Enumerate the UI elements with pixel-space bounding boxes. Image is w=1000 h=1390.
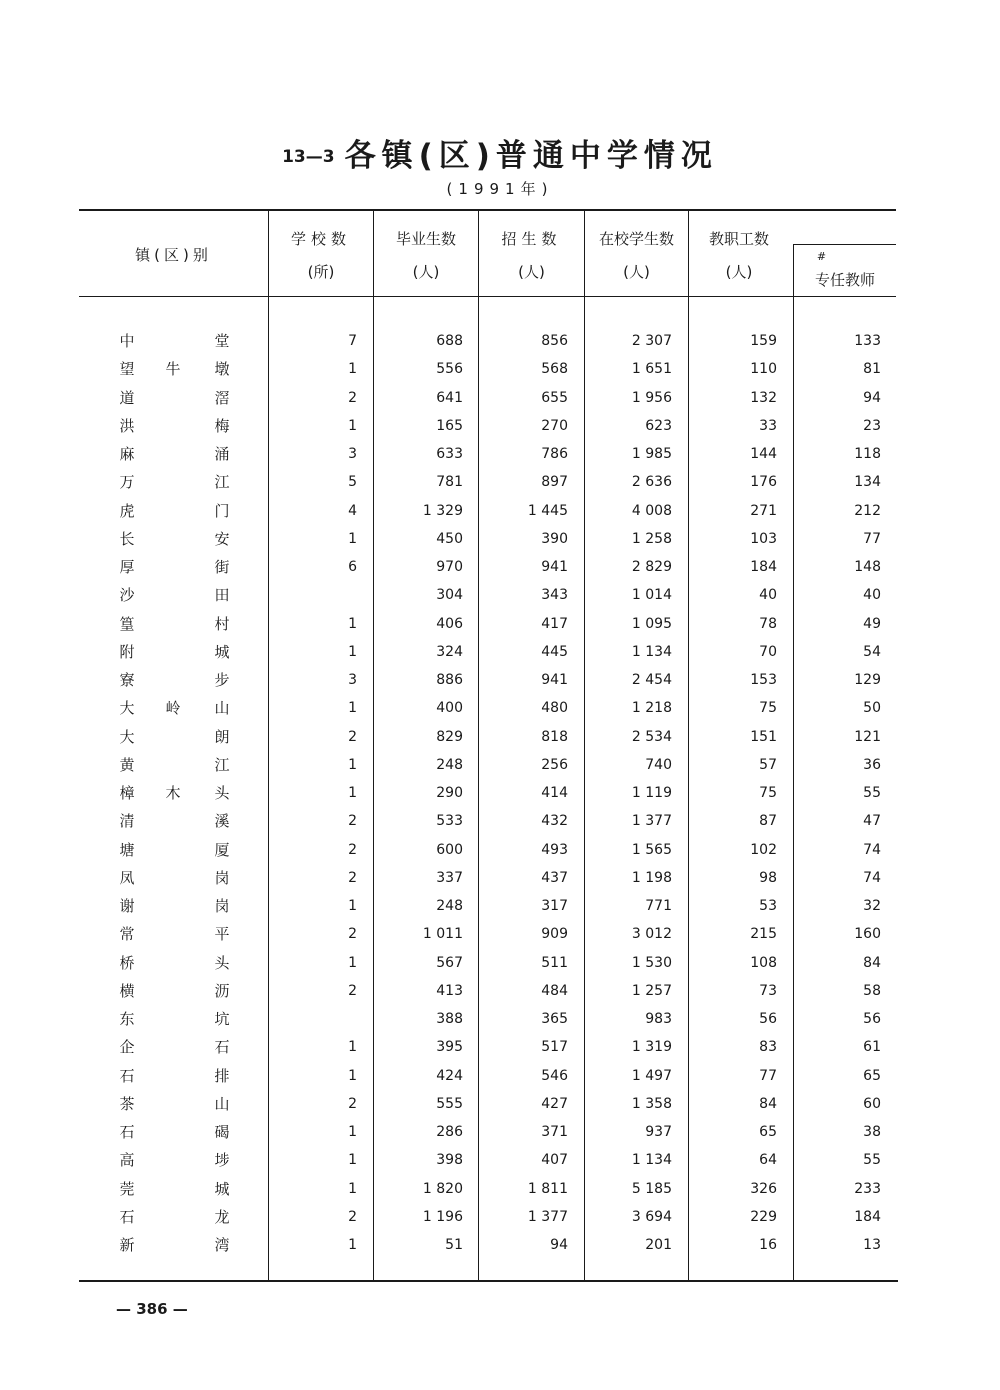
cell-staff: 70 xyxy=(759,644,777,660)
cell-schools: 2 xyxy=(348,729,357,745)
row-region-char: 山 xyxy=(214,1095,230,1113)
cell-students: 1 134 xyxy=(631,644,672,660)
cell-schools: 1 xyxy=(348,616,357,632)
cell-teachers: 121 xyxy=(854,729,881,745)
row-region-char: 茶 xyxy=(119,1095,135,1113)
cell-schools xyxy=(277,585,357,605)
cell-students: 1 014 xyxy=(631,587,672,603)
cell-teachers: 118 xyxy=(854,446,881,462)
cell-enrolled: 941 xyxy=(541,672,568,688)
row-region-char: 梅 xyxy=(214,417,230,435)
cell-schools: 2 xyxy=(348,390,357,406)
cell-students: 1 956 xyxy=(631,390,672,406)
cell-teachers: 40 xyxy=(863,587,881,603)
row-region-char: 虎 xyxy=(119,502,135,520)
cell-staff: 98 xyxy=(759,870,777,886)
row-region-char: 厚 xyxy=(119,558,135,576)
cell-enrolled: 909 xyxy=(541,926,568,942)
cell-graduates: 641 xyxy=(436,390,463,406)
cell-schools: 1 xyxy=(348,898,357,914)
header-staff-unit: (人) xyxy=(725,263,753,281)
cell-schools: 1 xyxy=(348,418,357,434)
cell-graduates: 1 329 xyxy=(422,503,463,519)
row-region-char: 篁 xyxy=(119,615,135,633)
cell-schools: 1 xyxy=(348,1068,357,1084)
row-region-char: 城 xyxy=(214,1180,230,1198)
row-region-char: 岭 xyxy=(165,699,181,717)
cell-students: 1 530 xyxy=(631,955,672,971)
cell-students: 1 119 xyxy=(631,785,672,801)
cell-enrolled: 365 xyxy=(541,1011,568,1027)
cell-staff: 33 xyxy=(759,418,777,434)
row-region-char: 滘 xyxy=(214,389,230,407)
row-region-char: 清 xyxy=(119,812,135,830)
row-region-char: 樟 xyxy=(119,784,135,802)
cell-graduates: 406 xyxy=(436,616,463,632)
row-region-char: 门 xyxy=(214,502,230,520)
row-region-char: 江 xyxy=(214,473,230,491)
row-region-char: 企 xyxy=(119,1038,135,1056)
cell-graduates: 388 xyxy=(436,1011,463,1027)
cell-students: 4 008 xyxy=(631,503,672,519)
header-enrolled-unit: (人) xyxy=(518,263,545,281)
cell-staff: 77 xyxy=(759,1068,777,1084)
cell-students: 937 xyxy=(645,1124,672,1140)
cell-teachers: 160 xyxy=(854,926,881,942)
cell-teachers: 84 xyxy=(863,955,881,971)
cell-schools: 1 xyxy=(348,700,357,716)
cell-enrolled: 343 xyxy=(541,587,568,603)
cell-graduates: 304 xyxy=(436,587,463,603)
row-region-char: 谢 xyxy=(119,897,135,915)
cell-enrolled: 371 xyxy=(541,1124,568,1140)
row-region-char: 碣 xyxy=(214,1123,230,1141)
cell-teachers: 50 xyxy=(863,700,881,716)
cell-schools: 1 xyxy=(348,1152,357,1168)
cell-staff: 57 xyxy=(759,757,777,773)
cell-schools: 1 xyxy=(348,361,357,377)
row-region-char: 牛 xyxy=(165,360,181,378)
row-region-char: 村 xyxy=(214,615,230,633)
cell-students: 2 454 xyxy=(631,672,672,688)
row-region-char: 沥 xyxy=(214,982,230,1000)
cell-schools xyxy=(277,1009,357,1029)
cell-graduates: 555 xyxy=(436,1096,463,1112)
cell-staff: 176 xyxy=(750,474,777,490)
cell-enrolled: 432 xyxy=(541,813,568,829)
header-schools: 学校数 xyxy=(290,230,351,248)
row-region-char: 墩 xyxy=(214,360,230,378)
row-region-char: 湾 xyxy=(214,1236,230,1254)
table-bottom-rule xyxy=(79,1280,898,1282)
cell-students: 740 xyxy=(645,757,672,773)
cell-teachers: 74 xyxy=(863,870,881,886)
cell-enrolled: 417 xyxy=(541,616,568,632)
cell-enrolled: 390 xyxy=(541,531,568,547)
row-region-char: 平 xyxy=(214,925,230,943)
row-region-char: 莞 xyxy=(119,1180,135,1198)
cell-staff: 78 xyxy=(759,616,777,632)
cell-staff: 75 xyxy=(759,785,777,801)
row-region-char: 岗 xyxy=(214,897,230,915)
row-region-char: 涌 xyxy=(214,445,230,463)
row-region-char: 麻 xyxy=(119,445,135,463)
cell-staff: 65 xyxy=(759,1124,777,1140)
row-region-char: 石 xyxy=(119,1067,135,1085)
row-region-char: 堂 xyxy=(214,332,230,350)
cell-schools: 1 xyxy=(348,1181,357,1197)
row-region-char: 常 xyxy=(119,925,135,943)
cell-schools: 2 xyxy=(348,926,357,942)
row-region-char: 木 xyxy=(165,784,181,802)
row-region-char: 道 xyxy=(119,389,135,407)
row-region-char: 厦 xyxy=(214,841,230,859)
column-divider xyxy=(478,211,479,1280)
cell-schools: 6 xyxy=(348,559,357,575)
cell-teachers: 77 xyxy=(863,531,881,547)
cell-graduates: 337 xyxy=(436,870,463,886)
table-year: (1991年) xyxy=(446,180,554,198)
header-teachers-mark: # xyxy=(816,250,827,263)
cell-teachers: 74 xyxy=(863,842,881,858)
table-number: 13—3 xyxy=(282,147,335,167)
cell-teachers: 58 xyxy=(863,983,881,999)
cell-enrolled: 941 xyxy=(541,559,568,575)
row-region-char: 附 xyxy=(119,643,135,661)
cell-staff: 73 xyxy=(759,983,777,999)
cell-students: 5 185 xyxy=(631,1181,672,1197)
cell-schools: 4 xyxy=(348,503,357,519)
header-region: 镇(区)别 xyxy=(135,246,212,264)
cell-schools: 2 xyxy=(348,813,357,829)
cell-teachers: 55 xyxy=(863,785,881,801)
column-divider xyxy=(584,211,585,1280)
column-divider xyxy=(688,211,689,1280)
row-region-char: 步 xyxy=(214,671,230,689)
cell-enrolled: 1 445 xyxy=(527,503,568,519)
cell-teachers: 49 xyxy=(863,616,881,632)
row-region-char: 山 xyxy=(214,699,230,717)
cell-staff: 83 xyxy=(759,1039,777,1055)
cell-staff: 229 xyxy=(750,1209,777,1225)
cell-schools: 3 xyxy=(348,446,357,462)
row-region-char: 田 xyxy=(214,586,230,604)
header-staff: 教职工数 xyxy=(708,230,769,248)
row-region-char: 头 xyxy=(214,954,230,972)
cell-teachers: 56 xyxy=(863,1011,881,1027)
cell-graduates: 248 xyxy=(436,757,463,773)
cell-staff: 159 xyxy=(750,333,777,349)
row-region-char: 中 xyxy=(119,332,135,350)
row-region-char: 桥 xyxy=(119,954,135,972)
cell-schools: 5 xyxy=(348,474,357,490)
cell-enrolled: 517 xyxy=(541,1039,568,1055)
cell-students: 1 565 xyxy=(631,842,672,858)
cell-graduates: 400 xyxy=(436,700,463,716)
cell-staff: 153 xyxy=(750,672,777,688)
row-region-char: 黄 xyxy=(119,756,135,774)
cell-teachers: 36 xyxy=(863,757,881,773)
cell-schools: 2 xyxy=(348,870,357,886)
cell-graduates: 556 xyxy=(436,361,463,377)
cell-students: 1 377 xyxy=(631,813,672,829)
cell-enrolled: 1 811 xyxy=(527,1181,568,1197)
header-teachers: 专任教师 xyxy=(814,271,875,289)
table-title-text: 各镇(区)普通中学情况 xyxy=(344,138,718,174)
row-region-char: 凤 xyxy=(119,869,135,887)
row-region-char: 排 xyxy=(214,1067,230,1085)
cell-enrolled: 427 xyxy=(541,1096,568,1112)
cell-graduates: 450 xyxy=(436,531,463,547)
header-students: 在校学生数 xyxy=(598,230,674,248)
cell-enrolled: 568 xyxy=(541,361,568,377)
row-region-char: 新 xyxy=(119,1236,135,1254)
cell-students: 1 258 xyxy=(631,531,672,547)
row-region-char: 大 xyxy=(119,699,135,717)
cell-staff: 184 xyxy=(750,559,777,575)
row-region-char: 溪 xyxy=(214,812,230,830)
cell-schools: 1 xyxy=(348,1237,357,1253)
cell-teachers: 60 xyxy=(863,1096,881,1112)
cell-graduates: 290 xyxy=(436,785,463,801)
cell-teachers: 233 xyxy=(854,1181,881,1197)
cell-teachers: 184 xyxy=(854,1209,881,1225)
row-region-char: 高 xyxy=(119,1151,135,1169)
row-region-char: 头 xyxy=(214,784,230,802)
cell-schools: 2 xyxy=(348,842,357,858)
cell-graduates: 413 xyxy=(436,983,463,999)
cell-schools: 1 xyxy=(348,644,357,660)
cell-enrolled: 786 xyxy=(541,446,568,462)
cell-staff: 53 xyxy=(759,898,777,914)
cell-enrolled: 445 xyxy=(541,644,568,660)
cell-enrolled: 256 xyxy=(541,757,568,773)
header-schools-unit: (所) xyxy=(307,263,335,281)
row-region-char: 万 xyxy=(119,473,135,491)
cell-schools: 1 xyxy=(348,955,357,971)
table-title xyxy=(0,130,1000,175)
cell-staff: 75 xyxy=(759,700,777,716)
row-region-char: 岗 xyxy=(214,869,230,887)
cell-schools: 3 xyxy=(348,672,357,688)
cell-graduates: 829 xyxy=(436,729,463,745)
cell-staff: 40 xyxy=(759,587,777,603)
row-region-char: 石 xyxy=(119,1208,135,1226)
cell-graduates: 567 xyxy=(436,955,463,971)
cell-enrolled: 407 xyxy=(541,1152,568,1168)
row-region-char: 塘 xyxy=(119,841,135,859)
cell-schools: 7 xyxy=(348,333,357,349)
cell-teachers: 55 xyxy=(863,1152,881,1168)
cell-staff: 64 xyxy=(759,1152,777,1168)
row-region-char: 埗 xyxy=(214,1151,230,1169)
cell-graduates: 688 xyxy=(436,333,463,349)
cell-enrolled: 94 xyxy=(550,1237,568,1253)
cell-students: 1 095 xyxy=(631,616,672,632)
cell-teachers: 129 xyxy=(854,672,881,688)
row-region-char: 东 xyxy=(119,1010,135,1028)
cell-teachers: 65 xyxy=(863,1068,881,1084)
cell-schools: 1 xyxy=(348,785,357,801)
row-region-char: 长 xyxy=(119,530,135,548)
cell-graduates: 395 xyxy=(436,1039,463,1055)
header-students-unit: (人) xyxy=(623,263,650,281)
cell-staff: 87 xyxy=(759,813,777,829)
cell-teachers: 81 xyxy=(863,361,881,377)
cell-graduates: 286 xyxy=(436,1124,463,1140)
cell-students: 2 307 xyxy=(631,333,672,349)
cell-enrolled: 818 xyxy=(541,729,568,745)
cell-graduates: 533 xyxy=(436,813,463,829)
cell-graduates: 1 011 xyxy=(422,926,463,942)
cell-students: 983 xyxy=(645,1011,672,1027)
cell-students: 1 651 xyxy=(631,361,672,377)
cell-teachers: 134 xyxy=(854,474,881,490)
cell-schools: 1 xyxy=(348,1039,357,1055)
page-number: — 386 — xyxy=(116,1300,188,1318)
row-region-char: 城 xyxy=(214,643,230,661)
cell-graduates: 398 xyxy=(436,1152,463,1168)
cell-graduates: 424 xyxy=(436,1068,463,1084)
cell-schools: 1 xyxy=(348,1124,357,1140)
cell-teachers: 13 xyxy=(863,1237,881,1253)
cell-enrolled: 414 xyxy=(541,785,568,801)
cell-graduates: 1 196 xyxy=(422,1209,463,1225)
cell-students: 1 358 xyxy=(631,1096,672,1112)
cell-enrolled: 655 xyxy=(541,390,568,406)
cell-schools: 2 xyxy=(348,1209,357,1225)
row-region-char: 安 xyxy=(214,530,230,548)
cell-staff: 215 xyxy=(750,926,777,942)
cell-enrolled: 1 377 xyxy=(527,1209,568,1225)
cell-teachers: 47 xyxy=(863,813,881,829)
cell-graduates: 324 xyxy=(436,644,463,660)
cell-teachers: 32 xyxy=(863,898,881,914)
column-divider xyxy=(373,211,374,1280)
cell-schools: 1 xyxy=(348,531,357,547)
row-region-char: 横 xyxy=(119,982,135,1000)
row-region-char: 大 xyxy=(119,728,135,746)
cell-enrolled: 511 xyxy=(541,955,568,971)
cell-enrolled: 270 xyxy=(541,418,568,434)
cell-students: 2 534 xyxy=(631,729,672,745)
header-graduates-unit: (人) xyxy=(412,263,440,281)
cell-staff: 84 xyxy=(759,1096,777,1112)
cell-graduates: 165 xyxy=(436,418,463,434)
cell-graduates: 886 xyxy=(436,672,463,688)
cell-graduates: 248 xyxy=(436,898,463,914)
cell-students: 201 xyxy=(645,1237,672,1253)
row-region-char: 洪 xyxy=(119,417,135,435)
cell-graduates: 1 820 xyxy=(422,1181,463,1197)
row-region-char: 龙 xyxy=(214,1208,230,1226)
cell-students: 1 198 xyxy=(631,870,672,886)
column-divider xyxy=(793,244,794,1280)
cell-enrolled: 437 xyxy=(541,870,568,886)
cell-teachers: 212 xyxy=(854,503,881,519)
cell-teachers: 94 xyxy=(863,390,881,406)
cell-schools: 2 xyxy=(348,983,357,999)
cell-enrolled: 484 xyxy=(541,983,568,999)
row-region-char: 街 xyxy=(214,558,230,576)
cell-graduates: 51 xyxy=(445,1237,463,1253)
cell-staff: 326 xyxy=(750,1181,777,1197)
cell-enrolled: 317 xyxy=(541,898,568,914)
cell-students: 771 xyxy=(645,898,672,914)
cell-staff: 271 xyxy=(750,503,777,519)
row-region-char: 石 xyxy=(214,1038,230,1056)
cell-students: 3 012 xyxy=(631,926,672,942)
cell-schools: 2 xyxy=(348,1096,357,1112)
cell-enrolled: 546 xyxy=(541,1068,568,1084)
cell-students: 2 829 xyxy=(631,559,672,575)
row-region-char: 寮 xyxy=(119,671,135,689)
teacher-subheader-rule xyxy=(793,244,896,245)
cell-students: 1 985 xyxy=(631,446,672,462)
header-bottom-rule xyxy=(79,296,896,297)
cell-students: 1 497 xyxy=(631,1068,672,1084)
cell-graduates: 600 xyxy=(436,842,463,858)
cell-teachers: 133 xyxy=(854,333,881,349)
cell-enrolled: 856 xyxy=(541,333,568,349)
cell-teachers: 38 xyxy=(863,1124,881,1140)
cell-staff: 56 xyxy=(759,1011,777,1027)
cell-graduates: 970 xyxy=(436,559,463,575)
cell-students: 1 218 xyxy=(631,700,672,716)
cell-students: 2 636 xyxy=(631,474,672,490)
row-region-char: 坑 xyxy=(214,1010,230,1028)
cell-students: 1 134 xyxy=(631,1152,672,1168)
header-enrolled: 招生数 xyxy=(501,230,562,248)
cell-students: 1 319 xyxy=(631,1039,672,1055)
row-region-char: 石 xyxy=(119,1123,135,1141)
table-top-rule xyxy=(79,209,896,211)
header-graduates: 毕业生数 xyxy=(395,230,456,248)
cell-teachers: 23 xyxy=(863,418,881,434)
row-region-char: 朗 xyxy=(214,728,230,746)
cell-teachers: 54 xyxy=(863,644,881,660)
cell-staff: 132 xyxy=(750,390,777,406)
cell-staff: 102 xyxy=(750,842,777,858)
cell-schools: 1 xyxy=(348,757,357,773)
column-divider xyxy=(268,211,269,1280)
cell-staff: 103 xyxy=(750,531,777,547)
row-region-char: 江 xyxy=(214,756,230,774)
cell-graduates: 781 xyxy=(436,474,463,490)
row-region-char: 望 xyxy=(119,360,135,378)
cell-staff: 151 xyxy=(750,729,777,745)
cell-students: 1 257 xyxy=(631,983,672,999)
cell-enrolled: 480 xyxy=(541,700,568,716)
cell-students: 3 694 xyxy=(631,1209,672,1225)
cell-staff: 144 xyxy=(750,446,777,462)
cell-teachers: 61 xyxy=(863,1039,881,1055)
cell-graduates: 633 xyxy=(436,446,463,462)
cell-staff: 108 xyxy=(750,955,777,971)
cell-staff: 110 xyxy=(750,361,777,377)
cell-teachers: 148 xyxy=(854,559,881,575)
row-region-char: 沙 xyxy=(119,586,135,604)
cell-enrolled: 493 xyxy=(541,842,568,858)
cell-staff: 16 xyxy=(759,1237,777,1253)
cell-enrolled: 897 xyxy=(541,474,568,490)
cell-students: 623 xyxy=(645,418,672,434)
